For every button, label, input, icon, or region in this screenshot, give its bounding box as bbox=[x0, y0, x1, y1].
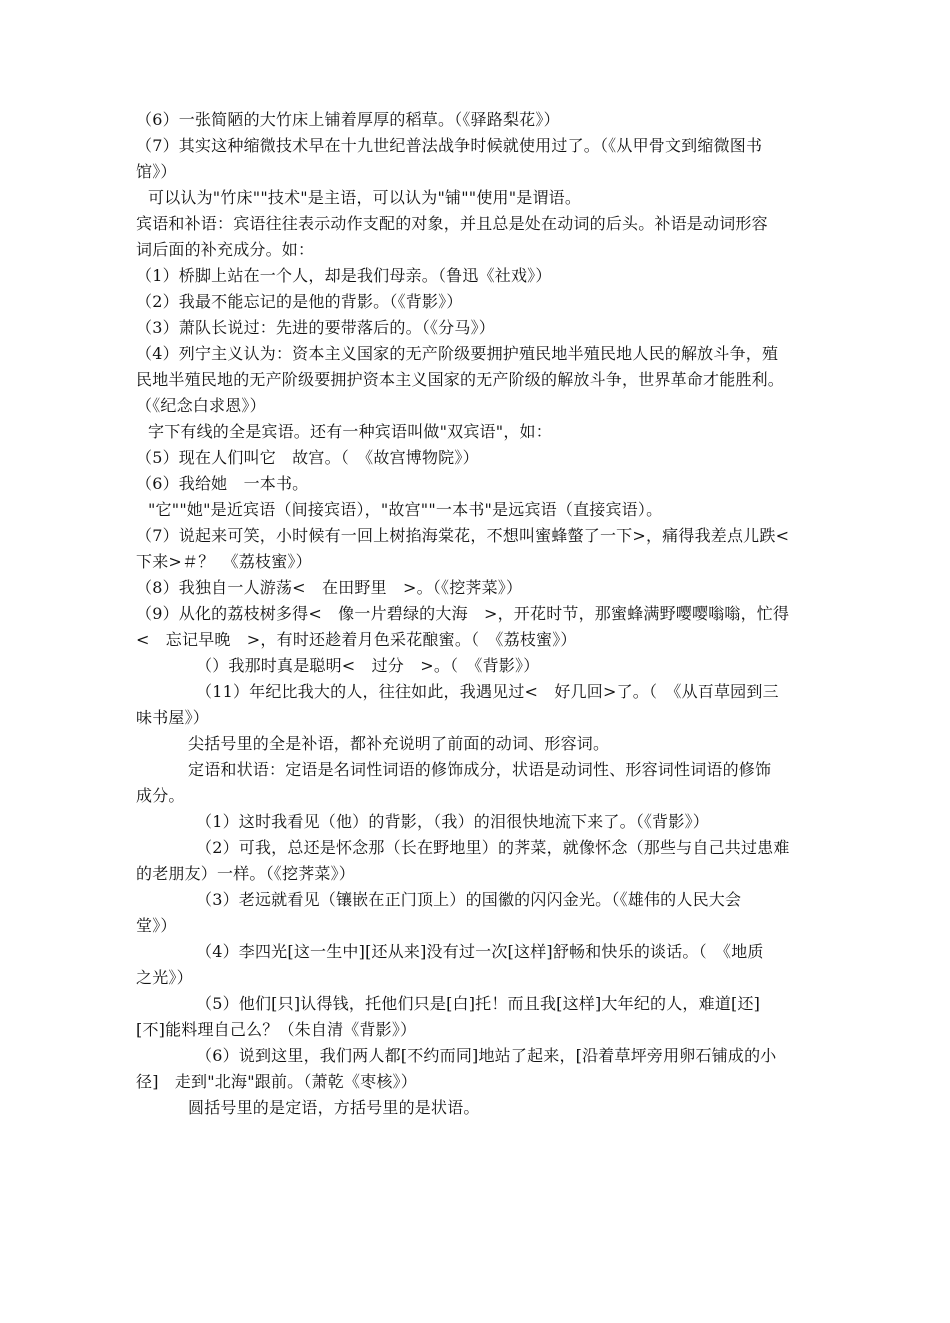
text-line: （6）说到这里，我们两人都[不约而同]地站了起来，[沿着草坪旁用卵石铺成的小 bbox=[196, 1046, 777, 1065]
text-line: 民地半殖民地的无产阶级要拥护资本主义国家的无产阶级的解放斗争，世界革命才能胜利。 bbox=[136, 370, 785, 389]
text-line: （2）可我，总还是怀念那（长在野地里）的荠菜，就像怀念（那些与自己共过患难 bbox=[196, 838, 790, 857]
text-line: 成分。 bbox=[136, 786, 185, 805]
text-line: 可以认为"竹床""技术"是主语，可以认为"铺""使用"是谓语。 bbox=[148, 188, 582, 207]
text-line: （《纪念白求恩》） bbox=[136, 396, 266, 415]
text-line: （1）这时我看见（他）的背影，（我）的泪很快地流下来了。（《背影》） bbox=[196, 812, 709, 831]
document-body bbox=[136, 107, 864, 1121]
text-line: （5）现在人们叫它 故宫。（ 《故宫博物院》） bbox=[136, 448, 479, 467]
text-line: （4）列宁主义认为：资本主义国家的无产阶级要拥护殖民地半殖民地人民的解放斗争，殖 bbox=[136, 344, 779, 363]
text-line: （3）萧队长说过：先进的要带落后的。（《分马》） bbox=[136, 318, 495, 337]
text-line: 宾语和补语：宾语往往表示动作支配的对象，并且总是处在动词的后头。补语是动词形容 bbox=[136, 214, 768, 233]
text-line: 馆》） bbox=[136, 162, 177, 181]
text-line: （8）我独自一人游荡< 在田野里 >。（《挖荠菜》） bbox=[136, 578, 523, 597]
text-line: 定语和状语：定语是名词性词语的修饰成分，状语是动词性、形容词性词语的修饰 bbox=[188, 760, 772, 779]
text-line: （3）老远就看见（镶嵌在正门顶上）的国徽的闪闪金光。（《雄伟的人民大会 bbox=[196, 890, 742, 909]
text-line: 堂》） bbox=[136, 916, 177, 935]
text-line: （）我那时真是聪明< 过分 >。（ 《背影》） bbox=[196, 656, 540, 675]
text-line: （6）我给她 一本书。 bbox=[136, 474, 309, 493]
text-line: （1）桥脚上站在一个人，却是我们母亲。（鲁迅《社戏》） bbox=[136, 266, 552, 285]
text-line: < 忘记早晚 >，有时还趁着月色采花酿蜜。（ 《荔枝蜜》） bbox=[136, 630, 577, 649]
text-line: 尖括号里的全是补语，都补充说明了前面的动词、形容词。 bbox=[188, 734, 610, 753]
text-line: 下来>＃？ 《荔枝蜜》） bbox=[136, 552, 312, 571]
text-line: （7）说起来可笑，小时候有一回上树掐海棠花，不想叫蜜蜂螫了一下>，痛得我差点儿跌< bbox=[136, 526, 790, 545]
text-line: 的老朋友）一样。（《挖荠菜》） bbox=[136, 864, 356, 883]
text-line: 词后面的补充成分。如： bbox=[136, 240, 315, 259]
text-line: 味书屋》） bbox=[136, 708, 210, 727]
text-line: （2）我最不能忘记的是他的背影。（《背影》） bbox=[136, 292, 463, 311]
text-line: "它""她"是近宾语（间接宾语），"故宫""一本书"是远宾语（直接宾语）。 bbox=[148, 500, 663, 519]
text-line: （9）从化的荔枝树多得< 像一片碧绿的大海 >，开花时节，那蜜蜂满野嘤嘤嗡嗡，忙得 bbox=[136, 604, 790, 623]
text-line: [不]能料理自己么？（朱自清《背影》） bbox=[136, 1020, 417, 1039]
text-line: （7）其实这种缩微技术早在十九世纪普法战争时候就使用过了。（《从甲骨文到缩微图书 bbox=[136, 136, 763, 155]
text-line: （5）他们[只]认得钱，托他们只是[白]托！而且我[这样]大年纪的人，难道[还] bbox=[196, 994, 761, 1013]
text-line: （6）一张简陋的大竹床上铺着厚厚的稻草。（《驿路梨花》） bbox=[136, 110, 560, 129]
text-line: （4）李四光[这一生中][还从来]没有过一次[这样]舒畅和快乐的谈话。（ 《地质 bbox=[196, 942, 764, 961]
text-line: 径] 走到"北海"跟前。（萧乾《枣核》） bbox=[136, 1072, 417, 1091]
text-line: （11）年纪比我大的人，往往如此，我遇见过< 好几回>了。（ 《从百草园到三 bbox=[196, 682, 779, 701]
text-line: 字下有线的全是宾语。还有一种宾语叫做"双宾语"，如： bbox=[148, 422, 552, 441]
text-line: 圆括号里的是定语，方括号里的是状语。 bbox=[188, 1098, 480, 1117]
text-line: 之光》） bbox=[136, 968, 193, 987]
